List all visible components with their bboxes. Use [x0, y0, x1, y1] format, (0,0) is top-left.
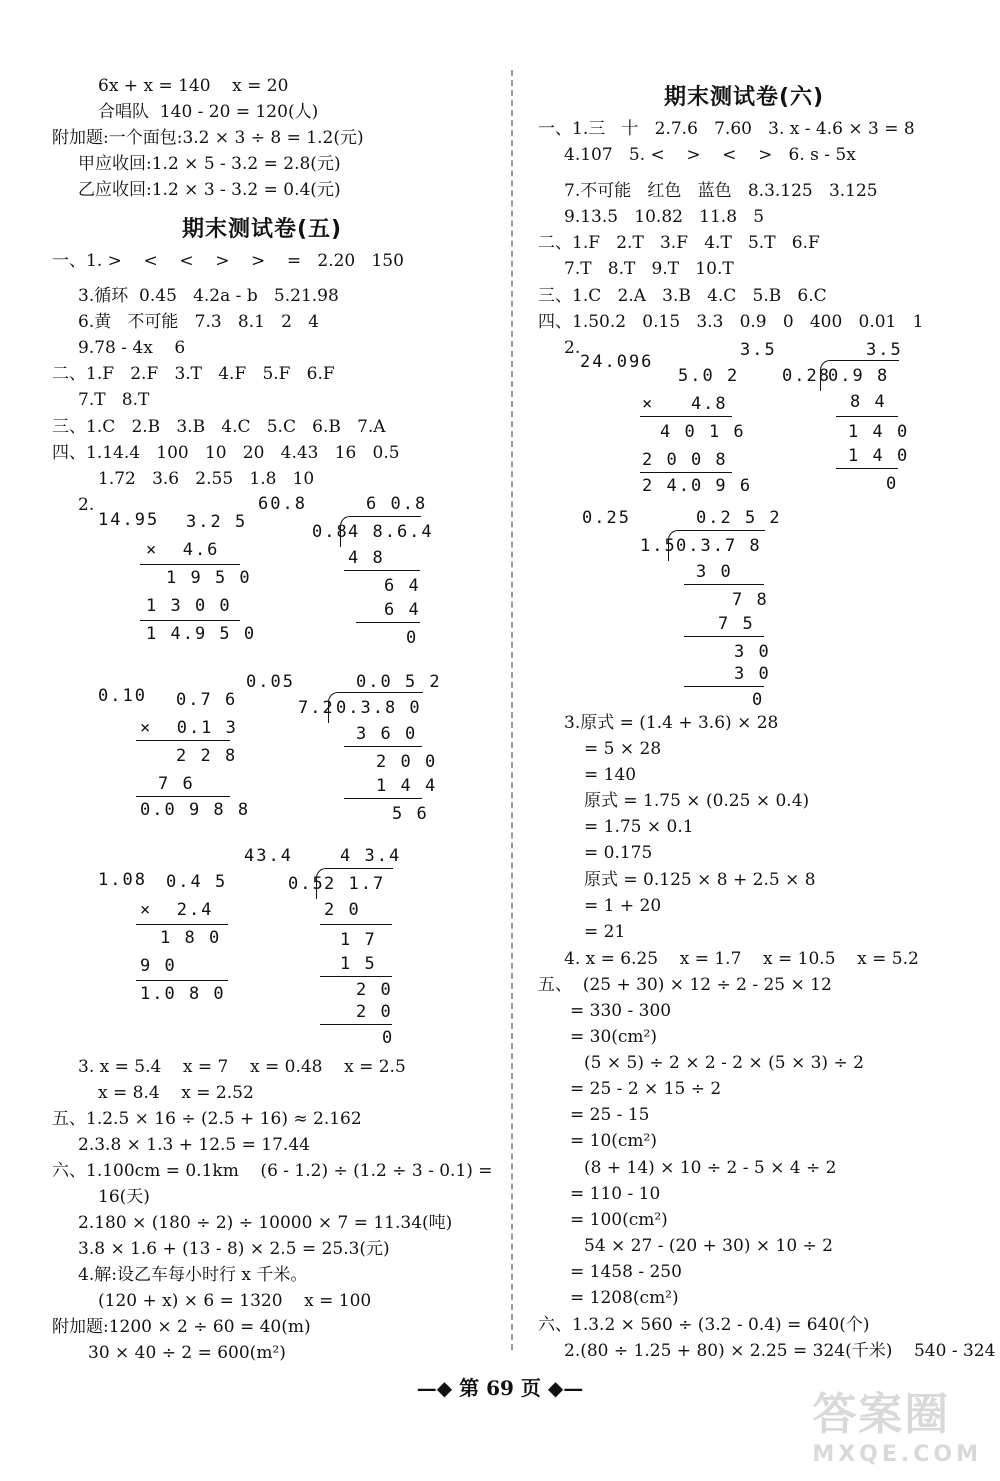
- answer-line: 五、1.2.5 × 16 ÷ (2.5 + 16) ≈ 2.162: [52, 1109, 362, 1129]
- calc-divisor: 0.5: [288, 874, 325, 894]
- answer-line: 2.3.8 × 1.3 + 12.5 = 17.44: [78, 1135, 310, 1155]
- calc-result: 0.10: [98, 686, 147, 706]
- calc-partial: 1 8 0: [160, 928, 222, 948]
- answer-line: 16(天): [98, 1187, 150, 1207]
- answer-line: = 110 - 10: [570, 1184, 661, 1204]
- calc-step: 1 4 4: [376, 776, 438, 796]
- calc-step: 2 0: [356, 1002, 393, 1022]
- answer-line: 三、1.C 2.B 3.B 4.C 5.C 6.B 7.A: [52, 417, 386, 437]
- calc-step: 3 6 0: [356, 724, 418, 744]
- column-divider: [511, 70, 513, 1350]
- footer-arrow-left-icon: —◆: [416, 1376, 453, 1400]
- answer-line: 三、1.C 2.A 3.B 4.C 5.B 6.C: [538, 286, 827, 306]
- calc-dividend: 0.9 8: [828, 366, 890, 386]
- calc-result: 24.096: [580, 352, 654, 372]
- calc-sum: 1.0 8 0: [140, 984, 226, 1004]
- answer-line: 合唱队 140 - 20 = 120(人): [98, 102, 319, 122]
- calc-step: 8 4: [850, 392, 887, 412]
- answer-line: 4.107 5. < > < > 6. s - 5x: [564, 145, 856, 165]
- answer-line: = 10(cm²): [570, 1131, 658, 1151]
- calc-operand: × 0.1 3: [140, 718, 238, 738]
- calc-rule: [836, 416, 898, 417]
- answer-line: = 1208(cm²): [570, 1288, 679, 1308]
- answer-line: = 30(cm²): [570, 1027, 658, 1047]
- calc-step: 1 7: [340, 930, 377, 950]
- calc-result: 14.95: [98, 510, 160, 530]
- calc-rule: [320, 924, 392, 925]
- answer-line: 9.78 - 4x 6: [78, 338, 186, 358]
- watermark-logo: [812, 1378, 982, 1467]
- answer-line: 一、1. > < < > > = 2.20 150: [52, 251, 404, 271]
- answer-line: 六、1.3.2 × 560 ÷ (3.2 - 0.4) = 640(个): [538, 1315, 870, 1335]
- answer-line: (120 + x) × 6 = 1320 x = 100: [98, 1291, 372, 1311]
- answer-line: 五、 (25 + 30) × 12 ÷ 2 - 25 × 12: [538, 975, 832, 995]
- calc-rule: [684, 686, 764, 687]
- answer-line: = 21: [584, 922, 626, 942]
- calc-result: 43.4: [244, 846, 293, 866]
- calc-partial: 4 0 1 6: [660, 422, 746, 442]
- answer-line: 30 × 40 ÷ 2 = 600(m²): [88, 1343, 286, 1363]
- answer-line: 3.8 × 1.6 + (13 - 8) × 2.5 = 25.3(元): [78, 1239, 390, 1259]
- answer-line: 原式 = 1.75 × (0.25 × 0.4): [584, 791, 810, 811]
- calc-step: 6 4: [384, 576, 421, 596]
- answer-line: = 25 - 2 × 15 ÷ 2: [570, 1079, 722, 1099]
- answer-line: 原式 = 0.125 × 8 + 2.5 × 8: [584, 870, 816, 890]
- calc-result: 0.25: [582, 508, 631, 528]
- calc-result: 1.08: [98, 870, 147, 890]
- calc-step: 2 0: [324, 900, 361, 920]
- answer-line: 9.13.5 10.82 11.8 5: [564, 207, 765, 227]
- calc-rule: [684, 584, 764, 585]
- calc-result: 0.05: [246, 672, 295, 692]
- calc-dividend: 0.3.8 0: [336, 698, 422, 718]
- footer-arrow-right-icon: ◆—: [547, 1376, 584, 1400]
- calc-dividend: 2 1.7: [324, 874, 386, 894]
- answer-line: 2.(80 ÷ 1.25 + 80) × 2.25 = 324(千米) 540 - 324: [564, 1341, 996, 1361]
- calc-quotient: 6 0.8: [366, 494, 428, 514]
- calc-operand: 3.2 5: [186, 512, 248, 532]
- answer-line: = 1.75 × 0.1: [584, 817, 694, 837]
- calc-partial: 2 0 0 8: [642, 450, 728, 470]
- calc-partial: 1 9 5 0: [166, 568, 252, 588]
- answer-line: x = 8.4 x = 2.52: [98, 1083, 254, 1103]
- calc-rule: [320, 1024, 392, 1025]
- calc-rule: [140, 564, 240, 565]
- calc-operand: 0.4 5: [166, 872, 228, 892]
- answer-line: = 0.175: [584, 843, 653, 863]
- answer-line: 二、1.F 2.F 3.T 4.F 5.F 6.F: [52, 364, 335, 384]
- answer-line: 4.解:设乙车每小时行 x 千米。: [78, 1265, 308, 1285]
- calc-result: 3.5: [740, 340, 777, 360]
- answer-line: 54 × 27 - (20 + 30) × 10 ÷ 2: [584, 1236, 833, 1256]
- calc-step: 7 5: [718, 614, 755, 634]
- calc-step: 1 5: [340, 954, 377, 974]
- calc-dividend: 0.3.7 8: [676, 536, 762, 556]
- answer-line: = 1 + 20: [584, 896, 662, 916]
- answer-line: 六、1.100cm = 0.1km (6 - 1.2) ÷ (1.2 ÷ 3 - 0.1) =: [52, 1161, 493, 1181]
- answer-line: (8 + 14) × 10 ÷ 2 - 5 × 4 ÷ 2: [584, 1158, 837, 1178]
- answer-line: 一、1.三 十 2.7.6 7.60 3. x - 4.6 × 3 = 8: [538, 119, 915, 139]
- calc-step: 6 4: [384, 600, 421, 620]
- answer-line: 3. x = 5.4 x = 7 x = 0.48 x = 2.5: [78, 1057, 406, 1077]
- calc-rule: [136, 796, 230, 797]
- answer-line: 四、1.14.4 100 10 20 4.43 16 0.5: [52, 443, 400, 463]
- calc-result: 60.8: [258, 494, 307, 514]
- calc-divisor: 0.8: [312, 522, 349, 542]
- answer-line: (5 × 5) ÷ 2 × 2 - 2 × (5 × 3) ÷ 2: [584, 1053, 864, 1073]
- calc-remainder: 0: [886, 474, 899, 494]
- page-number: 第 69 页: [459, 1376, 541, 1400]
- calc-quotient: 4 3.4: [340, 846, 402, 866]
- answer-line: = 330 - 300: [570, 1001, 672, 1021]
- answer-line: 7.T 8.T 9.T 10.T: [564, 259, 734, 279]
- calc-rule: [136, 740, 230, 741]
- calc-quotient: 0.0 5 2: [356, 672, 442, 692]
- answer-line: 6x + x = 140 x = 20: [98, 76, 289, 96]
- answer-line: = 5 × 28: [584, 739, 662, 759]
- answer-line: 7.不可能 红色 蓝色 8.3.125 3.125: [564, 181, 878, 201]
- calc-rule: [320, 976, 392, 977]
- calc-step: 3 0: [734, 664, 771, 684]
- answer-line: 附加题:1200 × 2 ÷ 60 = 40(m): [52, 1317, 311, 1337]
- answer-line: 甲应收回:1.2 × 5 - 3.2 = 2.8(元): [78, 154, 341, 174]
- answer-line: 3.循环 0.45 4.2a - b 5.21.98: [78, 286, 339, 306]
- exam-title-5: 期末测试卷(五): [182, 217, 343, 242]
- answer-line: = 1458 - 250: [570, 1262, 682, 1282]
- calc-quotient: 3.5: [866, 340, 903, 360]
- calc-operand: 5.0 2: [678, 366, 740, 386]
- answer-line: 7.T 8.T: [78, 390, 150, 410]
- calc-step: 3 0: [734, 642, 771, 662]
- calc-rule: [640, 416, 732, 417]
- calc-remainder: 0: [382, 1028, 395, 1048]
- calc-rule: [356, 622, 420, 623]
- calc-divisor: 0.28: [782, 366, 831, 386]
- answer-line: 4. x = 6.25 x = 1.7 x = 10.5 x = 5.2: [564, 949, 919, 969]
- answer-line: 乙应收回:1.2 × 3 - 3.2 = 0.4(元): [78, 180, 341, 200]
- answer-line: 3.原式 = (1.4 + 3.6) × 28: [564, 713, 779, 733]
- answer-line: 附加题:一个面包:3.2 × 3 ÷ 8 = 1.2(元): [52, 128, 364, 148]
- answer-line: = 100(cm²): [570, 1210, 668, 1230]
- calc-quotient: 0.2 5 2: [696, 508, 782, 528]
- calc-rule: [344, 798, 422, 799]
- watermark-text: 答案圈: [812, 1389, 951, 1440]
- calc-remainder: 0: [406, 628, 419, 648]
- answer-line: 2.: [78, 495, 95, 515]
- calc-step: 1 4 0: [848, 446, 910, 466]
- exam-title-6: 期末测试卷(六): [664, 85, 825, 110]
- calc-remainder: 0: [752, 690, 765, 710]
- calc-rule: [140, 620, 240, 621]
- calc-step: 7 8: [732, 590, 769, 610]
- answer-line: 二、1.F 2.T 3.F 4.T 5.T 6.F: [538, 233, 820, 253]
- calc-step: 1 4 0: [848, 422, 910, 442]
- calc-sum: 1 4.9 5 0: [146, 624, 257, 644]
- calc-operand: × 4.6: [146, 540, 220, 560]
- answer-line: 2.: [564, 338, 581, 358]
- answer-line: 1.72 3.6 2.55 1.8 10: [98, 469, 315, 489]
- calc-rule: [344, 570, 420, 571]
- calc-rule: [136, 924, 228, 925]
- calc-remainder: 5 6: [392, 804, 429, 824]
- answer-line: 四、1.50.2 0.15 3.3 0.9 0 400 0.01 1: [538, 312, 924, 332]
- answer-line: 6.黄 不可能 7.3 8.1 2 4: [78, 312, 319, 332]
- calc-divisor: 7.2: [298, 698, 335, 718]
- calc-divisor: 1.5: [640, 536, 677, 556]
- calc-partial: 2 2 8: [176, 746, 238, 766]
- calc-operand: 0.7 6: [176, 690, 238, 710]
- answer-line: 2.180 × (180 ÷ 2) ÷ 10000 × 7 = 11.34(吨): [78, 1213, 453, 1233]
- calc-rule: [344, 746, 422, 747]
- calc-partial: 1 3 0 0: [146, 596, 232, 616]
- calc-step: 2 0 0: [376, 752, 438, 772]
- watermark-domain: MXQE.COM: [812, 1442, 982, 1467]
- calc-sum: 2 4.0 9 6: [642, 476, 753, 496]
- calc-rule: [684, 636, 764, 637]
- calc-step: 4 8: [348, 548, 385, 568]
- calc-rule: [836, 468, 898, 469]
- calc-step: 2 0: [356, 980, 393, 1000]
- calc-partial: 7 6: [158, 774, 195, 794]
- calc-rule: [640, 472, 732, 473]
- calc-dividend: 4 8.6.4: [348, 522, 434, 542]
- calc-operand: × 2.4: [140, 900, 214, 920]
- calc-step: 3 0: [696, 562, 733, 582]
- answer-line: = 25 - 15: [570, 1105, 650, 1125]
- answer-line: = 140: [584, 765, 637, 785]
- calc-partial: 9 0: [140, 956, 177, 976]
- calc-rule: [136, 980, 228, 981]
- calc-sum: 0.0 9 8 8: [140, 800, 251, 820]
- calc-operand: × 4.8: [642, 394, 728, 414]
